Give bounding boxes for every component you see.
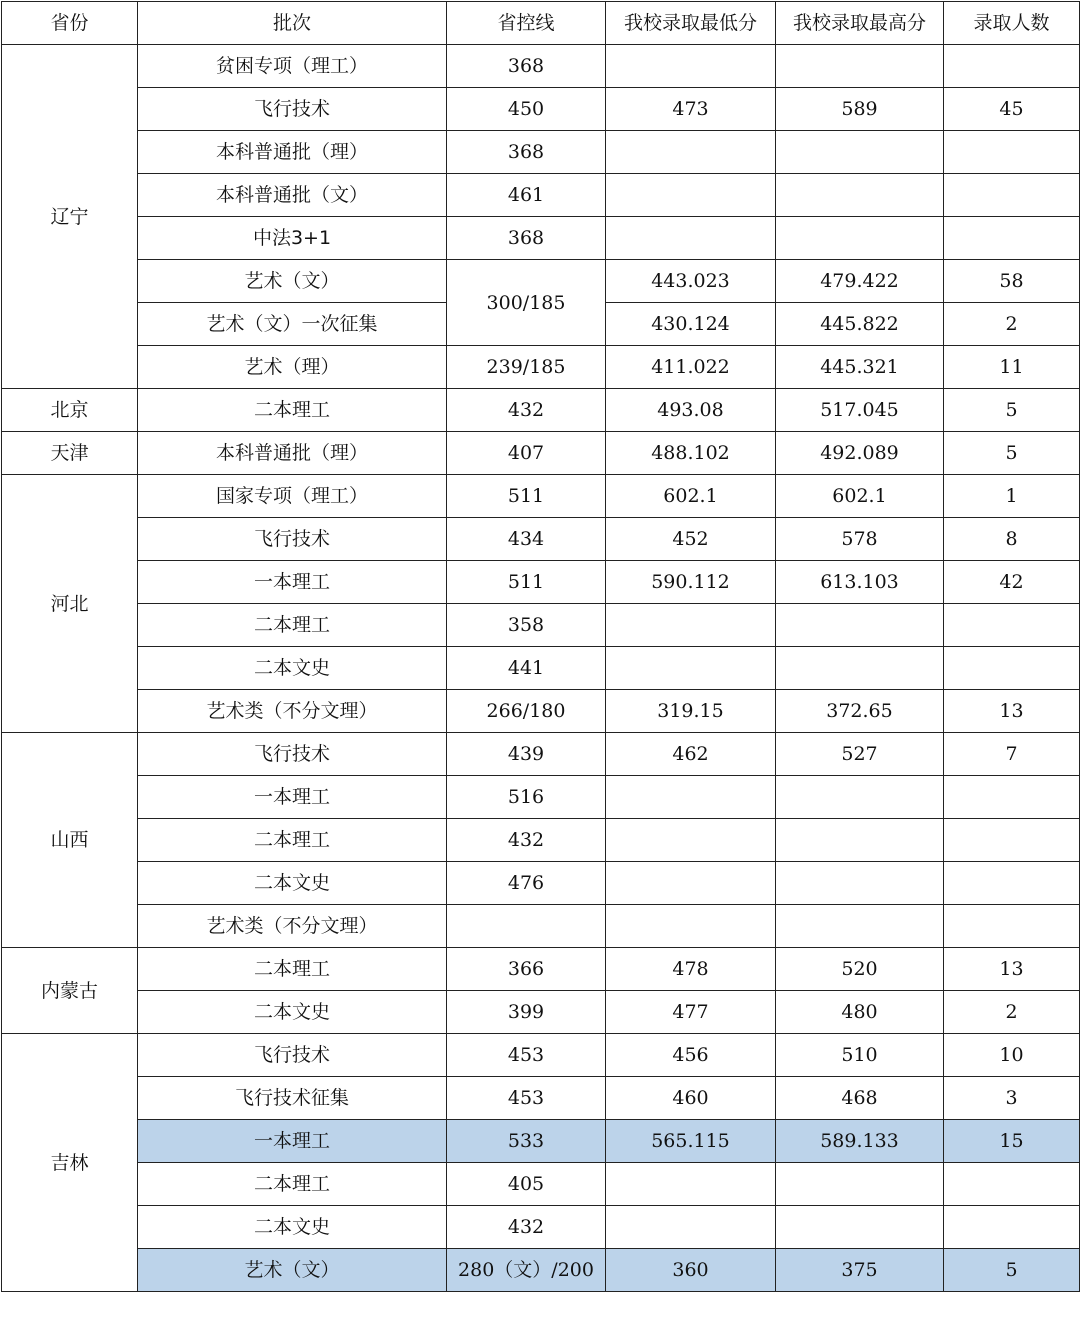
count-cell xyxy=(944,45,1080,88)
header-min-score: 我校录取最低分 xyxy=(606,2,776,45)
control-line-cell: 266/180 xyxy=(447,690,606,733)
batch-cell: 本科普通批（理） xyxy=(138,432,447,475)
batch-cell: 二本文史 xyxy=(138,991,447,1034)
count-cell xyxy=(944,217,1080,260)
batch-cell: 本科普通批（理） xyxy=(138,131,447,174)
count-cell: 11 xyxy=(944,346,1080,389)
min-score-cell xyxy=(606,45,776,88)
count-cell: 3 xyxy=(944,1077,1080,1120)
control-line-cell: 439 xyxy=(447,733,606,776)
min-score-cell: 590.112 xyxy=(606,561,776,604)
min-score-cell xyxy=(606,647,776,690)
table-row xyxy=(2,1034,1080,1077)
table-row xyxy=(2,604,1080,647)
batch-cell: 艺术类（不分文理） xyxy=(138,905,447,948)
control-line-cell: 511 xyxy=(447,475,606,518)
max-score-cell xyxy=(776,217,944,260)
batch-cell: 二本文史 xyxy=(138,1206,447,1249)
max-score-cell xyxy=(776,174,944,217)
batch-cell: 飞行技术 xyxy=(138,518,447,561)
count-cell xyxy=(944,819,1080,862)
count-cell: 8 xyxy=(944,518,1080,561)
batch-cell: 飞行技术 xyxy=(138,733,447,776)
batch-cell: 一本理工 xyxy=(138,776,447,819)
control-line-cell: 453 xyxy=(447,1034,606,1077)
table-row xyxy=(2,1163,1080,1206)
count-cell: 10 xyxy=(944,1034,1080,1077)
control-line-cell: 368 xyxy=(447,131,606,174)
max-score-cell: 602.1 xyxy=(776,475,944,518)
table-row xyxy=(2,862,1080,905)
min-score-cell: 473 xyxy=(606,88,776,131)
count-cell xyxy=(944,1206,1080,1249)
max-score-cell: 589.133 xyxy=(776,1120,944,1163)
max-score-cell xyxy=(776,604,944,647)
batch-cell: 一本理工 xyxy=(138,561,447,604)
max-score-cell xyxy=(776,1163,944,1206)
batch-cell: 本科普通批（文） xyxy=(138,174,447,217)
table-row xyxy=(2,174,1080,217)
min-score-cell: 460 xyxy=(606,1077,776,1120)
table-row xyxy=(2,389,1080,432)
count-cell: 58 xyxy=(944,260,1080,303)
batch-cell: 艺术类（不分文理） xyxy=(138,690,447,733)
table-row xyxy=(2,45,1080,88)
min-score-cell: 360 xyxy=(606,1249,776,1292)
province-cell: 辽宁 xyxy=(2,45,138,389)
batch-cell: 二本文史 xyxy=(138,862,447,905)
max-score-cell xyxy=(776,819,944,862)
table-row xyxy=(2,88,1080,131)
count-cell xyxy=(944,647,1080,690)
control-line-cell: 533 xyxy=(447,1120,606,1163)
min-score-cell xyxy=(606,862,776,905)
batch-cell: 艺术（文） xyxy=(138,260,447,303)
count-cell xyxy=(944,1163,1080,1206)
count-cell xyxy=(944,131,1080,174)
table-row-highlighted xyxy=(2,1249,1080,1292)
count-cell xyxy=(944,905,1080,948)
batch-cell: 二本理工 xyxy=(138,948,447,991)
control-line-cell: 407 xyxy=(447,432,606,475)
table-row xyxy=(2,948,1080,991)
control-line-cell: 432 xyxy=(447,389,606,432)
control-line-cell: 358 xyxy=(447,604,606,647)
control-line-cell: 461 xyxy=(447,174,606,217)
min-score-cell: 452 xyxy=(606,518,776,561)
table-row xyxy=(2,260,1080,303)
min-score-cell xyxy=(606,1206,776,1249)
count-cell: 42 xyxy=(944,561,1080,604)
header-batch: 批次 xyxy=(138,2,447,45)
max-score-cell xyxy=(776,1206,944,1249)
province-cell: 吉林 xyxy=(2,1034,138,1292)
min-score-cell: 488.102 xyxy=(606,432,776,475)
min-score-cell xyxy=(606,174,776,217)
max-score-cell xyxy=(776,862,944,905)
batch-cell: 国家专项（理工） xyxy=(138,475,447,518)
batch-cell: 艺术（文）一次征集 xyxy=(138,303,447,346)
count-cell: 5 xyxy=(944,432,1080,475)
province-cell: 内蒙古 xyxy=(2,948,138,1034)
control-line-cell: 280（文）/200 xyxy=(447,1249,606,1292)
header-row xyxy=(2,2,1080,45)
batch-cell: 飞行技术 xyxy=(138,1034,447,1077)
table-row xyxy=(2,647,1080,690)
control-line-cell xyxy=(447,905,606,948)
min-score-cell xyxy=(606,819,776,862)
batch-cell: 飞行技术 xyxy=(138,88,447,131)
min-score-cell: 477 xyxy=(606,991,776,1034)
batch-cell: 飞行技术征集 xyxy=(138,1077,447,1120)
batch-cell: 二本理工 xyxy=(138,1163,447,1206)
control-line-cell: 405 xyxy=(447,1163,606,1206)
table-row xyxy=(2,776,1080,819)
table-row xyxy=(2,518,1080,561)
max-score-cell: 613.103 xyxy=(776,561,944,604)
table-row xyxy=(2,217,1080,260)
max-score-cell: 589 xyxy=(776,88,944,131)
max-score-cell: 375 xyxy=(776,1249,944,1292)
min-score-cell xyxy=(606,905,776,948)
province-cell: 北京 xyxy=(2,389,138,432)
header-max-score: 我校录取最高分 xyxy=(776,2,944,45)
max-score-cell xyxy=(776,131,944,174)
count-cell: 5 xyxy=(944,1249,1080,1292)
header-province: 省份 xyxy=(2,2,138,45)
min-score-cell: 565.115 xyxy=(606,1120,776,1163)
min-score-cell: 319.15 xyxy=(606,690,776,733)
count-cell: 15 xyxy=(944,1120,1080,1163)
control-line-cell: 366 xyxy=(447,948,606,991)
max-score-cell xyxy=(776,45,944,88)
control-line-cell: 511 xyxy=(447,561,606,604)
batch-cell: 二本理工 xyxy=(138,604,447,647)
control-line-cell: 516 xyxy=(447,776,606,819)
max-score-cell: 445.321 xyxy=(776,346,944,389)
min-score-cell: 493.08 xyxy=(606,389,776,432)
min-score-cell xyxy=(606,776,776,819)
control-line-cell: 239/185 xyxy=(447,346,606,389)
min-score-cell xyxy=(606,217,776,260)
count-cell: 45 xyxy=(944,88,1080,131)
control-line-cell: 432 xyxy=(447,819,606,862)
batch-cell: 艺术（文） xyxy=(138,1249,447,1292)
max-score-cell: 372.65 xyxy=(776,690,944,733)
batch-cell: 二本理工 xyxy=(138,389,447,432)
max-score-cell: 445.822 xyxy=(776,303,944,346)
batch-cell: 一本理工 xyxy=(138,1120,447,1163)
table-row xyxy=(2,131,1080,174)
province-cell: 天津 xyxy=(2,432,138,475)
max-score-cell: 510 xyxy=(776,1034,944,1077)
control-line-cell: 450 xyxy=(447,88,606,131)
count-cell xyxy=(944,174,1080,217)
control-line-cell: 441 xyxy=(447,647,606,690)
header-admitted-count: 录取人数 xyxy=(944,2,1080,45)
control-line-cell: 368 xyxy=(447,217,606,260)
control-line-cell: 300/185 xyxy=(447,260,606,346)
max-score-cell xyxy=(776,776,944,819)
table-row xyxy=(2,991,1080,1034)
header-control-line: 省控线 xyxy=(447,2,606,45)
max-score-cell xyxy=(776,905,944,948)
table-row xyxy=(2,346,1080,389)
batch-cell: 二本文史 xyxy=(138,647,447,690)
count-cell: 2 xyxy=(944,303,1080,346)
count-cell: 13 xyxy=(944,948,1080,991)
table-row-highlighted xyxy=(2,1120,1080,1163)
min-score-cell: 430.124 xyxy=(606,303,776,346)
control-line-cell: 476 xyxy=(447,862,606,905)
table-row xyxy=(2,561,1080,604)
count-cell: 2 xyxy=(944,991,1080,1034)
table-row xyxy=(2,475,1080,518)
batch-cell: 二本理工 xyxy=(138,819,447,862)
batch-cell: 艺术（理） xyxy=(138,346,447,389)
table-row xyxy=(2,1206,1080,1249)
max-score-cell: 578 xyxy=(776,518,944,561)
table-row xyxy=(2,1077,1080,1120)
max-score-cell: 517.045 xyxy=(776,389,944,432)
max-score-cell: 492.089 xyxy=(776,432,944,475)
max-score-cell: 468 xyxy=(776,1077,944,1120)
min-score-cell: 411.022 xyxy=(606,346,776,389)
count-cell xyxy=(944,604,1080,647)
min-score-cell xyxy=(606,131,776,174)
max-score-cell: 520 xyxy=(776,948,944,991)
batch-cell: 贫困专项（理工） xyxy=(138,45,447,88)
min-score-cell: 602.1 xyxy=(606,475,776,518)
province-cell: 山西 xyxy=(2,733,138,948)
control-line-cell: 434 xyxy=(447,518,606,561)
admission-scores-table xyxy=(1,1,1080,1292)
min-score-cell xyxy=(606,1163,776,1206)
control-line-cell: 453 xyxy=(447,1077,606,1120)
control-line-cell: 432 xyxy=(447,1206,606,1249)
table-row xyxy=(2,690,1080,733)
min-score-cell: 478 xyxy=(606,948,776,991)
table-row xyxy=(2,905,1080,948)
count-cell xyxy=(944,862,1080,905)
min-score-cell: 456 xyxy=(606,1034,776,1077)
table-row xyxy=(2,819,1080,862)
province-cell: 河北 xyxy=(2,475,138,733)
count-cell xyxy=(944,776,1080,819)
count-cell: 1 xyxy=(944,475,1080,518)
max-score-cell xyxy=(776,647,944,690)
table-row xyxy=(2,733,1080,776)
min-score-cell: 443.023 xyxy=(606,260,776,303)
count-cell: 13 xyxy=(944,690,1080,733)
min-score-cell: 462 xyxy=(606,733,776,776)
max-score-cell: 480 xyxy=(776,991,944,1034)
control-line-cell: 368 xyxy=(447,45,606,88)
max-score-cell: 479.422 xyxy=(776,260,944,303)
batch-cell: 中法3+1 xyxy=(138,217,447,260)
count-cell: 5 xyxy=(944,389,1080,432)
min-score-cell xyxy=(606,604,776,647)
table-row xyxy=(2,432,1080,475)
count-cell: 7 xyxy=(944,733,1080,776)
max-score-cell: 527 xyxy=(776,733,944,776)
control-line-cell: 399 xyxy=(447,991,606,1034)
